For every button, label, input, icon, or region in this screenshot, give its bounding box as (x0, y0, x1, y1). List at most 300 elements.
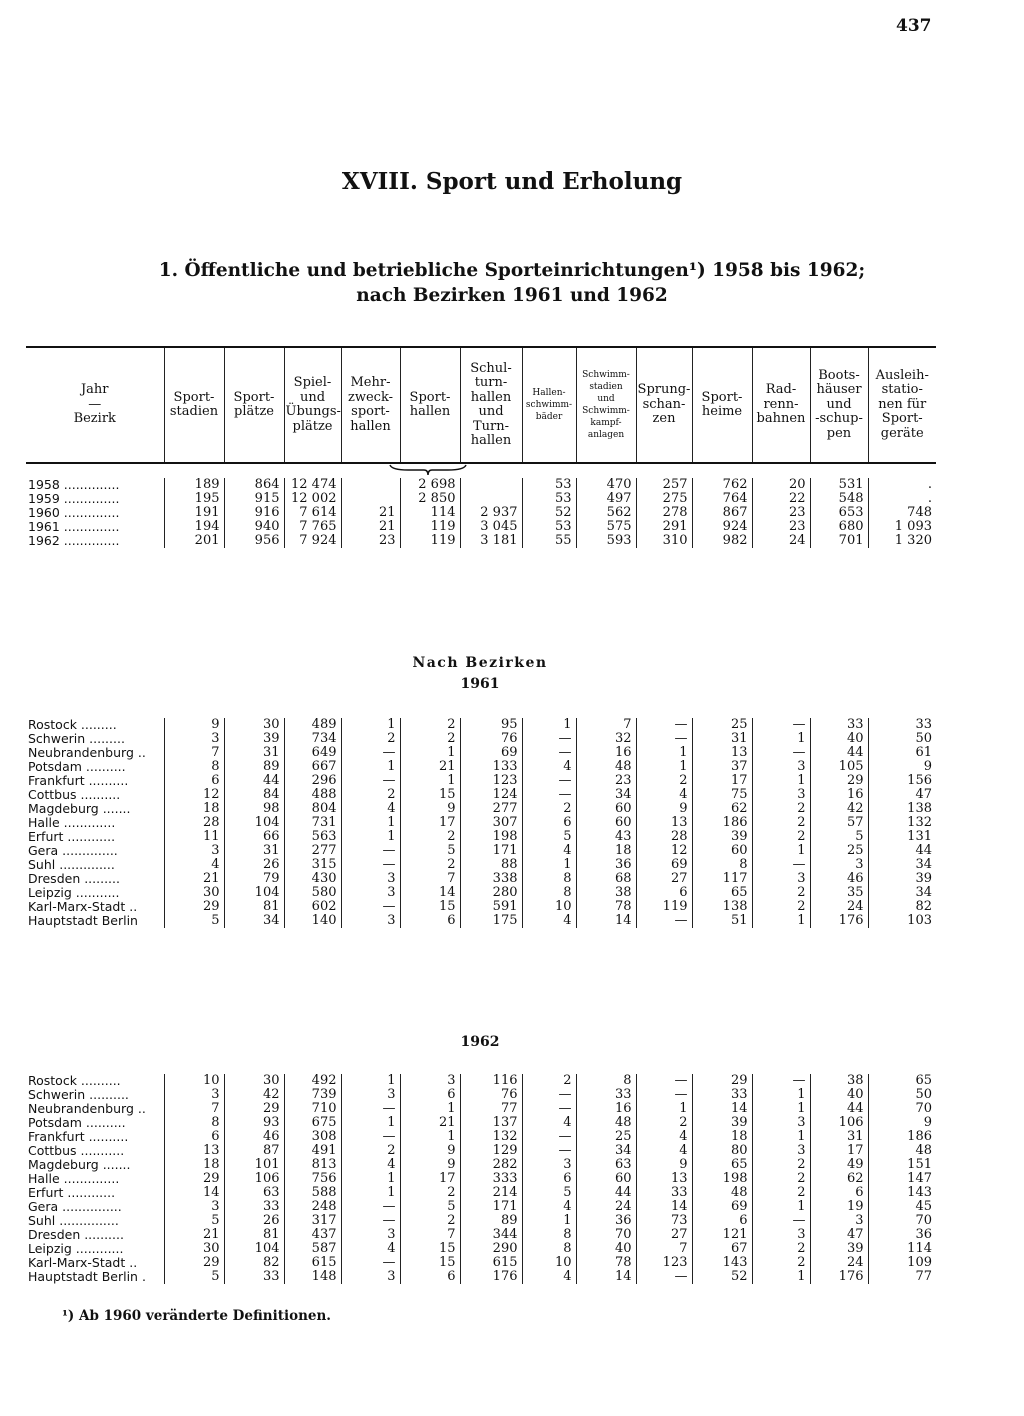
table-cell: 3 (400, 1074, 460, 1088)
table-cell: 1 (341, 760, 400, 774)
table-cell: — (341, 1256, 400, 1270)
table-cell: 194 (164, 520, 224, 534)
table-cell: 55 (522, 534, 576, 548)
table-cell: 1 (341, 1116, 400, 1130)
table-cell: 38 (576, 886, 636, 900)
table-cell: 15 (400, 1256, 460, 1270)
table-cell: 31 (224, 746, 284, 760)
table-cell: 701 (810, 534, 868, 548)
table-cell: 282 (460, 1158, 522, 1172)
year-row (26, 492, 936, 506)
table-cell: 78 (576, 1256, 636, 1270)
district-row-1962 (26, 1186, 936, 1200)
district-row-1962 (26, 1242, 936, 1256)
district-row-1962 (26, 1158, 936, 1172)
row-label: Rostock .......... (28, 1074, 121, 1088)
table-cell: 4 (522, 914, 576, 928)
row-label: Frankfurt .......... (28, 1130, 129, 1144)
table-cell: 131 (868, 830, 936, 844)
table-cell: 129 (460, 1144, 522, 1158)
column-header: Sprung- schan- zen (636, 347, 692, 463)
table-cell: 26 (224, 858, 284, 872)
row-label: Rostock ......... (28, 718, 117, 732)
table-cell: 114 (400, 506, 460, 520)
table-cell: — (341, 1200, 400, 1214)
table-cell: 2 (522, 802, 576, 816)
table-cell: — (341, 900, 400, 914)
column-header: Rad- renn- bahnen (752, 347, 810, 463)
table-cell: 6 (810, 1186, 868, 1200)
table-cell: 3 (341, 914, 400, 928)
table-cell: 762 (692, 478, 752, 492)
table-cell: 171 (460, 844, 522, 858)
table-cell: 10 (522, 1256, 576, 1270)
table-cell: 82 (224, 1256, 284, 1270)
table-cell: 587 (284, 1242, 341, 1256)
column-header: Spiel- und Übungs- plätze (284, 347, 341, 463)
table-cell: 344 (460, 1228, 522, 1242)
table-cell: 1 (400, 746, 460, 760)
table-cell: 548 (810, 492, 868, 506)
district-row-1961 (26, 858, 936, 872)
table-cell: 82 (868, 900, 936, 914)
table-cell: 63 (576, 1158, 636, 1172)
table-cell: 710 (284, 1102, 341, 1116)
table-cell: 21 (341, 520, 400, 534)
table-cell: 602 (284, 900, 341, 914)
table-cell: 2 (752, 1256, 810, 1270)
column-header: Schwimm- stadien und Schwimm- kampf- anlagen (576, 347, 636, 463)
table-cell: 3 (341, 1088, 400, 1102)
table-cell: 1 (752, 1088, 810, 1102)
table-cell: 50 (868, 732, 936, 746)
table-cell: 12 474 (284, 478, 341, 492)
table-cell: 580 (284, 886, 341, 900)
row-label: Schwerin ......... (28, 732, 125, 746)
table-cell: 189 (164, 478, 224, 492)
table-cell: 103 (868, 914, 936, 928)
table-cell: 33 (868, 718, 936, 732)
row-label: Karl-Marx-Stadt .. (28, 900, 138, 914)
table-cell: 106 (224, 1172, 284, 1186)
district-row-1962 (26, 1228, 936, 1242)
table-cell: 47 (868, 788, 936, 802)
table-cell: 46 (810, 872, 868, 886)
table-cell: 1 (522, 858, 576, 872)
table-cell: 278 (636, 506, 692, 520)
table-cell: 3 (522, 1158, 576, 1172)
table-cell: 12 (636, 844, 692, 858)
table-cell: 7 (400, 872, 460, 886)
table-cell: 12 002 (284, 492, 341, 506)
table-cell: 79 (224, 872, 284, 886)
table-cell (341, 478, 400, 492)
table-cell: 1 (752, 1130, 810, 1144)
table-cell: 5 (810, 830, 868, 844)
table-cell (460, 492, 522, 506)
row-label: 1961 .............. (28, 520, 120, 534)
table-cell: 65 (692, 886, 752, 900)
section-heading-1961: 1961 (460, 676, 500, 692)
table-cell: 916 (224, 506, 284, 520)
table-cell: 1 (400, 1130, 460, 1144)
table-cell: 315 (284, 858, 341, 872)
table-cell (460, 478, 522, 492)
table-cell: 4 (341, 802, 400, 816)
table-cell: 40 (810, 1088, 868, 1102)
table-cell: 186 (692, 816, 752, 830)
table-cell: 748 (868, 506, 936, 520)
table-cell: 3 181 (460, 534, 522, 548)
row-label: Karl-Marx-Stadt .. (28, 1256, 138, 1270)
district-row-1962 (26, 1144, 936, 1158)
table-cell: — (636, 718, 692, 732)
column-header: Ausleih- statio- nen für Sport- geräte (868, 347, 936, 463)
table-cell: 308 (284, 1130, 341, 1144)
table-cell: 88 (460, 858, 522, 872)
table-cell: 531 (810, 478, 868, 492)
district-row-1961 (26, 732, 936, 746)
row-label: Leipzig ............ (28, 1242, 124, 1256)
table-cell: 34 (868, 858, 936, 872)
table-cell: 104 (224, 816, 284, 830)
row-label: 1962 .............. (28, 534, 120, 548)
row-label: Magdeburg ....... (28, 802, 131, 816)
table-cell: 1 (341, 1186, 400, 1200)
table-cell: 3 (810, 858, 868, 872)
table-cell: 28 (636, 830, 692, 844)
table-cell: 38 (810, 1074, 868, 1088)
table-cell: 21 (341, 506, 400, 520)
district-row-1961 (26, 900, 936, 914)
table-cell: 143 (692, 1256, 752, 1270)
table-cell: 101 (224, 1158, 284, 1172)
table-cell: 105 (810, 760, 868, 774)
row-label: Erfurt ............ (28, 830, 116, 844)
table-cell: 17 (810, 1144, 868, 1158)
table-cell: 34 (224, 914, 284, 928)
table-cell: 864 (224, 478, 284, 492)
column-header: Sport- plätze (224, 347, 284, 463)
table-cell: 89 (224, 760, 284, 774)
table-cell: 53 (522, 478, 576, 492)
table-cell: 48 (692, 1186, 752, 1200)
table-cell: — (522, 774, 576, 788)
table-cell: 36 (576, 858, 636, 872)
table-title-line-1: 1. Öffentliche und betriebliche Sporteinrichtungen¹) 1958 bis 1962; (158, 260, 866, 281)
table-cell: 116 (460, 1074, 522, 1088)
table-cell: 8 (522, 1242, 576, 1256)
table-cell: 9 (400, 1144, 460, 1158)
table-cell: 17 (400, 1172, 460, 1186)
table-cell: 4 (164, 858, 224, 872)
table-cell: 2 (752, 1186, 810, 1200)
table-cell: . (868, 492, 936, 506)
table-cell: 16 (576, 1102, 636, 1116)
table-cell: 1 (341, 1172, 400, 1186)
table-cell: — (522, 788, 576, 802)
table-cell: 27 (636, 872, 692, 886)
table-cell: 23 (752, 520, 810, 534)
table-cell: 3 (752, 788, 810, 802)
table-cell: 33 (576, 1088, 636, 1102)
table-cell: 104 (224, 886, 284, 900)
table-cell: 5 (164, 914, 224, 928)
table-cell: 7 (164, 1102, 224, 1116)
table-cell: 42 (810, 802, 868, 816)
table-cell: 10 (164, 1074, 224, 1088)
row-label: Gera .............. (28, 844, 118, 858)
table-cell: — (752, 1214, 810, 1228)
table-cell: 114 (868, 1242, 936, 1256)
table-cell: 28 (164, 816, 224, 830)
table-cell: 14 (400, 886, 460, 900)
table-cell: 44 (810, 746, 868, 760)
district-row-1962 (26, 1214, 936, 1228)
table-cell: 48 (868, 1144, 936, 1158)
table-cell: 317 (284, 1214, 341, 1228)
row-label: Dresden .......... (28, 1228, 124, 1242)
table-cell: 30 (224, 1074, 284, 1088)
table-cell: 3 (341, 886, 400, 900)
table-cell: 4 (522, 844, 576, 858)
table-cell: 296 (284, 774, 341, 788)
table-cell: 1 (341, 830, 400, 844)
table-cell: 3 (341, 1228, 400, 1242)
table-cell: 77 (868, 1270, 936, 1284)
table-cell: 5 (164, 1214, 224, 1228)
district-row-1961 (26, 760, 936, 774)
table-cell: 675 (284, 1116, 341, 1130)
table-cell: 7 (636, 1242, 692, 1256)
table-cell: 1 (341, 1074, 400, 1088)
table-cell: 137 (460, 1116, 522, 1130)
row-label: Potsdam .......... (28, 1116, 126, 1130)
table-cell: — (636, 1074, 692, 1088)
table-cell: 171 (460, 1200, 522, 1214)
table-cell: 77 (460, 1102, 522, 1116)
table-cell: 3 (752, 760, 810, 774)
table-cell: . (868, 478, 936, 492)
district-row-1962 (26, 1074, 936, 1088)
table-cell: 52 (522, 506, 576, 520)
table-cell: 143 (868, 1186, 936, 1200)
table-cell: 1 (752, 774, 810, 788)
table-cell: 3 045 (460, 520, 522, 534)
table-cell: 867 (692, 506, 752, 520)
table-cell: 924 (692, 520, 752, 534)
table-cell: 21 (400, 1116, 460, 1130)
table-cell: 52 (692, 1270, 752, 1284)
table-cell: 123 (460, 774, 522, 788)
table-cell: 338 (460, 872, 522, 886)
table-cell: 32 (576, 732, 636, 746)
table-cell: 7 (400, 1228, 460, 1242)
table-cell: 615 (284, 1256, 341, 1270)
table-cell: 24 (810, 900, 868, 914)
table-cell: 40 (576, 1242, 636, 1256)
table-cell: 4 (522, 760, 576, 774)
table-cell: 8 (164, 1116, 224, 1130)
table-cell: 2 (752, 886, 810, 900)
table-cell: 13 (692, 746, 752, 760)
table-cell: 70 (868, 1102, 936, 1116)
table-cell: 6 (692, 1214, 752, 1228)
districts-1961-table (26, 718, 936, 928)
table-cell: 5 (400, 844, 460, 858)
table-cell: 25 (576, 1130, 636, 1144)
row-label: Suhl .............. (28, 858, 115, 872)
table-cell: 275 (636, 492, 692, 506)
table-cell: 31 (810, 1130, 868, 1144)
row-label: Frankfurt .......... (28, 774, 129, 788)
row-label: Gera ............... (28, 1200, 122, 1214)
table-cell: 26 (224, 1214, 284, 1228)
table-cell: 70 (576, 1228, 636, 1242)
table-cell: 6 (400, 1088, 460, 1102)
table-cell: 36 (576, 1214, 636, 1228)
table-cell: — (522, 1130, 576, 1144)
table-cell: 62 (692, 802, 752, 816)
table-cell: 48 (576, 760, 636, 774)
table-cell: 123 (636, 1256, 692, 1270)
district-row-1961 (26, 872, 936, 886)
table-cell: 1 320 (868, 534, 936, 548)
table-cell: 2 (752, 1172, 810, 1186)
table-cell: 69 (636, 858, 692, 872)
table-cell: — (752, 1074, 810, 1088)
section-heading-1962: 1962 (460, 1034, 500, 1050)
table-cell: 14 (636, 1200, 692, 1214)
table-cell: 14 (164, 1186, 224, 1200)
table-cell: 75 (692, 788, 752, 802)
table-cell: 1 (636, 746, 692, 760)
table-cell: 813 (284, 1158, 341, 1172)
table-cell: 1 093 (868, 520, 936, 534)
table-cell: 27 (636, 1228, 692, 1242)
table-cell: 39 (868, 872, 936, 886)
table-cell: 21 (400, 760, 460, 774)
table-cell: 29 (164, 1256, 224, 1270)
table-cell: 2 (341, 788, 400, 802)
table-cell: 4 (636, 1130, 692, 1144)
year-row (26, 534, 936, 548)
district-row-1961 (26, 844, 936, 858)
table-cell: 489 (284, 718, 341, 732)
table-cell: — (636, 1088, 692, 1102)
table-cell: 2 (636, 1116, 692, 1130)
table-cell: 60 (692, 844, 752, 858)
column-header-row (26, 347, 936, 463)
table-cell: 9 (400, 802, 460, 816)
table-cell: 53 (522, 520, 576, 534)
table-cell: 106 (810, 1116, 868, 1130)
table-cell: 1 (341, 718, 400, 732)
table-cell: 73 (636, 1214, 692, 1228)
table-cell: 1 (522, 718, 576, 732)
table-cell: 12 (164, 788, 224, 802)
table-cell: 8 (164, 760, 224, 774)
row-label: Erfurt ............ (28, 1186, 116, 1200)
table-cell: — (636, 914, 692, 928)
table-cell: 39 (810, 1242, 868, 1256)
table-cell: 734 (284, 732, 341, 746)
table-cell: 5 (522, 1186, 576, 1200)
table-cell: 69 (692, 1200, 752, 1214)
column-header: Schul- turn- hallen und Turn- hallen (460, 347, 522, 463)
table-cell: 195 (164, 492, 224, 506)
row-label: 1960 .............. (28, 506, 120, 520)
table-cell: 588 (284, 1186, 341, 1200)
table-cell: 29 (810, 774, 868, 788)
district-row-1961 (26, 802, 936, 816)
table-cell: 31 (692, 732, 752, 746)
table-cell: 575 (576, 520, 636, 534)
table-cell: 2 (400, 1214, 460, 1228)
table-cell: 310 (636, 534, 692, 548)
table-cell: 2 698 (400, 478, 460, 492)
table-cell: 333 (460, 1172, 522, 1186)
table-cell: 19 (810, 1200, 868, 1214)
table-cell: 20 (752, 478, 810, 492)
table-cell: 7 (164, 746, 224, 760)
table-cell: 198 (460, 830, 522, 844)
table-cell: — (752, 858, 810, 872)
table-cell: 80 (692, 1144, 752, 1158)
table-cell: 2 937 (460, 506, 522, 520)
table-cell: 15 (400, 1242, 460, 1256)
table-cell: 33 (636, 1186, 692, 1200)
row-label: Leipzig ........... (28, 886, 120, 900)
table-cell: 23 (752, 506, 810, 520)
table-cell: 593 (576, 534, 636, 548)
table-cell: 756 (284, 1172, 341, 1186)
table-cell: 488 (284, 788, 341, 802)
table-cell: 982 (692, 534, 752, 548)
table-cell: 649 (284, 746, 341, 760)
table-cell: 50 (868, 1088, 936, 1102)
column-header: Mehr- zweck- sport- hallen (341, 347, 400, 463)
table-cell: 47 (810, 1228, 868, 1242)
table-cell: 39 (224, 732, 284, 746)
table-cell: 563 (284, 830, 341, 844)
table-cell: 653 (810, 506, 868, 520)
row-label: Neubrandenburg .. (28, 1102, 146, 1116)
table-cell: 43 (576, 830, 636, 844)
table-cell: 4 (522, 1200, 576, 1214)
table-cell: 81 (224, 1228, 284, 1242)
table-cell: 2 (400, 732, 460, 746)
table-cell: 9 (636, 802, 692, 816)
column-header: Hallen- schwimm- bäder (522, 347, 576, 463)
table-cell: 22 (752, 492, 810, 506)
table-cell: 6 (400, 914, 460, 928)
table-cell: 8 (522, 886, 576, 900)
table-cell: 731 (284, 816, 341, 830)
table-cell: 34 (868, 886, 936, 900)
table-cell: 33 (692, 1088, 752, 1102)
table-cell: 16 (810, 788, 868, 802)
row-label: Hauptstadt Berlin (28, 914, 138, 928)
table-cell: 4 (522, 1116, 576, 1130)
row-label: Halle ............. (28, 816, 116, 830)
table-cell: 24 (752, 534, 810, 548)
header-label-bottom: Bezirk (73, 411, 116, 427)
table-cell: 29 (164, 900, 224, 914)
table-cell: 3 (752, 1116, 810, 1130)
table-cell: 76 (460, 1088, 522, 1102)
table-cell: 39 (692, 1116, 752, 1130)
